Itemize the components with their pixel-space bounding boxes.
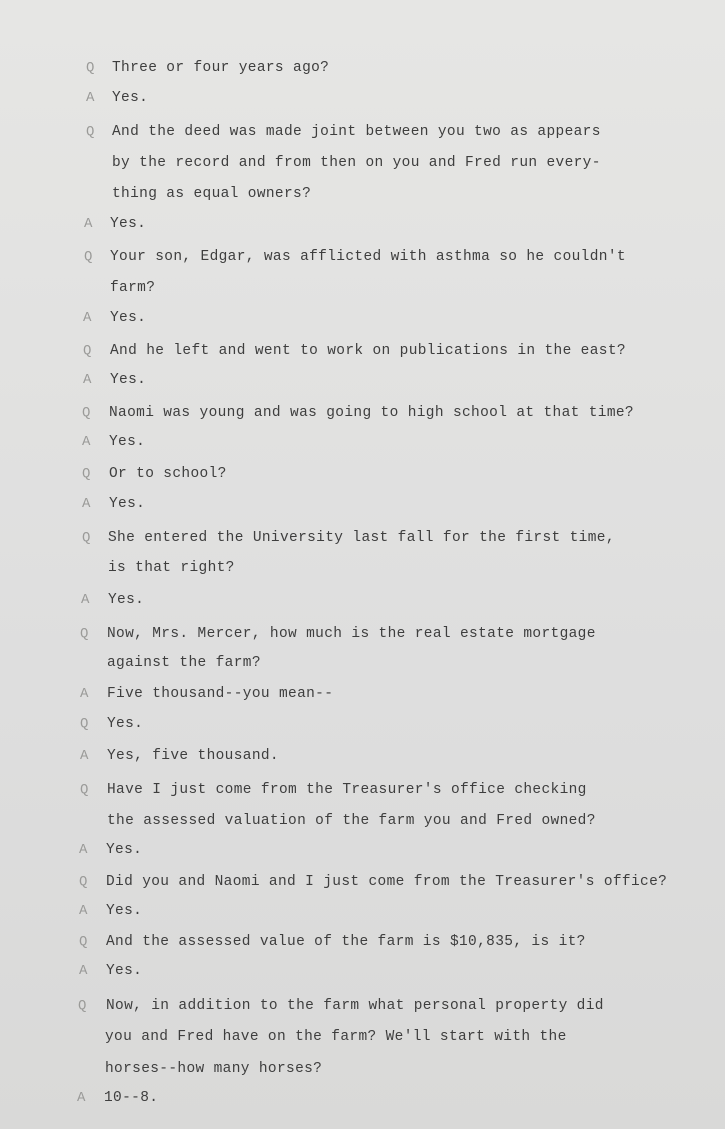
line-text: Yes. — [110, 216, 147, 232]
transcript-line — [0, 874, 725, 900]
speaker-label: A — [80, 748, 89, 764]
line-text: Now, in addition to the farm what personal property did — [106, 998, 604, 1014]
line-text: Or to school? — [109, 466, 227, 482]
transcript-line — [0, 592, 725, 618]
transcript-line — [0, 1061, 725, 1087]
transcript-line — [0, 655, 725, 681]
transcript-line — [0, 343, 725, 369]
line-text: farm? — [110, 280, 156, 296]
line-text: Yes. — [110, 372, 147, 388]
transcript-line — [0, 1090, 725, 1116]
speaker-label: A — [79, 903, 88, 919]
speaker-label: A — [77, 1090, 86, 1106]
speaker-label: A — [86, 90, 95, 106]
line-text: Have I just come from the Treasurer's office checking — [107, 782, 587, 798]
line-text: Three or four years ago? — [112, 60, 330, 76]
line-text: Five thousand--you mean-- — [107, 686, 334, 702]
transcript-line — [0, 530, 725, 556]
line-text: Yes. — [106, 963, 143, 979]
speaker-label: A — [82, 434, 91, 450]
speaker-label: A — [83, 310, 92, 326]
line-text: And the assessed value of the farm is $10,835, is it? — [106, 934, 586, 950]
line-text: you and Fred have on the farm? We'll start with the — [105, 1029, 567, 1045]
line-text: against the farm? — [107, 655, 261, 671]
line-text: Yes. — [106, 903, 143, 919]
speaker-label: Q — [80, 716, 89, 732]
line-text: Yes. — [107, 716, 144, 732]
speaker-label: A — [79, 963, 88, 979]
transcript-line — [0, 310, 725, 336]
speaker-label: A — [84, 216, 93, 232]
speaker-label: Q — [82, 466, 91, 482]
line-text: by the record and from then on you and Fred run every- — [112, 155, 601, 171]
line-text: is that right? — [108, 560, 235, 576]
line-text: And the deed was made joint between you two as appears — [112, 124, 601, 140]
transcript-line — [0, 90, 725, 116]
line-text: Yes. — [108, 592, 145, 608]
transcript-line — [0, 903, 725, 929]
transcript-line — [0, 216, 725, 242]
speaker-label: A — [81, 592, 90, 608]
line-text: Yes. — [110, 310, 147, 326]
line-text: Yes. — [109, 434, 146, 450]
transcript-line — [0, 496, 725, 522]
line-text: Did you and Naomi and I just come from the Treasurer's office? — [106, 874, 668, 890]
speaker-label: A — [80, 686, 89, 702]
transcript-line — [0, 934, 725, 960]
speaker-label: Q — [79, 934, 88, 950]
speaker-label: Q — [80, 626, 89, 642]
line-text: Yes, five thousand. — [107, 748, 279, 764]
transcript-line — [0, 686, 725, 712]
speaker-label: A — [83, 372, 92, 388]
transcript-line — [0, 280, 725, 306]
transcript-line — [0, 124, 725, 150]
line-text: thing as equal owners? — [112, 186, 312, 202]
transcript-line — [0, 963, 725, 989]
transcript-line — [0, 998, 725, 1024]
speaker-label: Q — [78, 998, 87, 1014]
line-text: the assessed valuation of the farm you and Fred owned? — [107, 813, 596, 829]
transcript-line — [0, 1029, 725, 1055]
speaker-label: A — [79, 842, 88, 858]
speaker-label: Q — [80, 782, 89, 798]
speaker-label: Q — [84, 249, 93, 265]
transcript-line — [0, 186, 725, 212]
speaker-label: Q — [86, 124, 95, 140]
line-text: She entered the University last fall for the first time, — [108, 530, 615, 546]
transcript-line — [0, 842, 725, 868]
line-text: And he left and went to work on publications in the east? — [110, 343, 626, 359]
line-text: Yes. — [112, 90, 149, 106]
transcript-line — [0, 748, 725, 774]
speaker-label: Q — [83, 343, 92, 359]
line-text: Naomi was young and was going to high school at that time? — [109, 405, 634, 421]
transcript-line — [0, 434, 725, 460]
speaker-label: Q — [82, 405, 91, 421]
transcript-line — [0, 372, 725, 398]
speaker-label: Q — [86, 60, 95, 76]
speaker-label: Q — [79, 874, 88, 890]
transcript-line — [0, 466, 725, 492]
line-text: Your son, Edgar, was afflicted with asthma so he couldn't — [110, 249, 626, 265]
line-text: Yes. — [109, 496, 146, 512]
transcript-line — [0, 626, 725, 652]
transcript-line — [0, 155, 725, 181]
transcript-line — [0, 60, 725, 86]
transcript-line — [0, 813, 725, 839]
line-text: Yes. — [106, 842, 143, 858]
transcript-line — [0, 782, 725, 808]
line-text: horses--how many horses? — [105, 1061, 323, 1077]
speaker-label: A — [82, 496, 91, 512]
transcript-line — [0, 249, 725, 275]
speaker-label: Q — [82, 530, 91, 546]
line-text: Now, Mrs. Mercer, how much is the real estate mortgage — [107, 626, 596, 642]
line-text: 10--8. — [104, 1090, 159, 1106]
transcript-line — [0, 716, 725, 742]
transcript-line — [0, 560, 725, 586]
transcript-line — [0, 405, 725, 431]
